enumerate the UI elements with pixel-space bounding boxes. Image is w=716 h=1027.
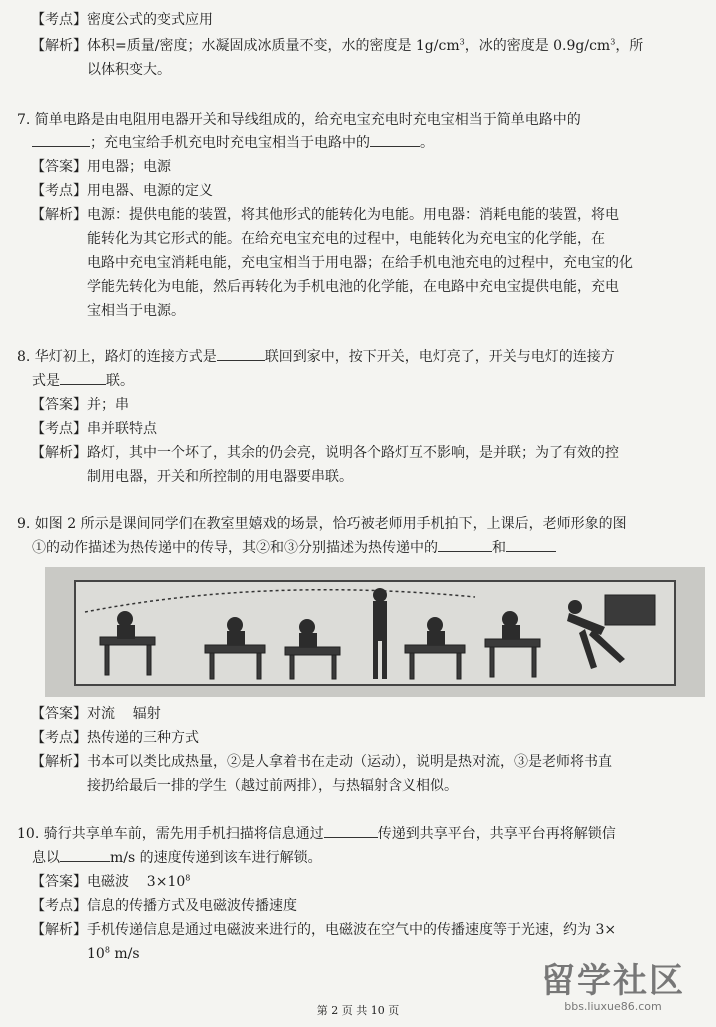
jiexi-text: 书本可以类比成热量，②是人拿着书在走动（运动），说明是热对流，③是老师将书直: [87, 754, 612, 770]
jiexi-text: 制用电器，开关和所控制的用电器要串联。: [87, 469, 353, 485]
jiexi-text: 以体积变大。: [87, 62, 171, 78]
daan-label: 【答案】: [31, 159, 87, 175]
jiexi-text: 手机传递信息是通过电磁波来进行的，电磁波在空气中的传播速度等于光速，约为 3×: [87, 922, 617, 938]
q9-daan: [31, 704, 161, 724]
q9-jiexi: [31, 752, 612, 772]
page-footer: 第 2 页 共 10 页: [316, 1004, 400, 1017]
jiexi-text: 体积=质量/密度；水凝固成冰质量不变，水的密度是 1g/cm: [87, 38, 460, 54]
stem-text: 息以: [32, 850, 60, 866]
q10-jiexi-line: [87, 944, 140, 964]
q8-stem-cont: [32, 371, 134, 391]
kaodian-label: 【考点】: [31, 183, 87, 199]
answer-blank: [217, 347, 265, 361]
q9-jiexi-line: [87, 776, 458, 796]
q7-daan: [31, 157, 171, 177]
superscript: 8: [104, 945, 110, 955]
stem-text: ；充电宝给手机充电时充电宝相当于电路中的: [90, 135, 370, 151]
kaodian-label: 【考点】: [31, 730, 87, 746]
answer-blank: [370, 133, 420, 147]
daan-label: 【答案】: [31, 397, 87, 413]
answer-blank: [324, 824, 378, 838]
classroom-scene-illustration: [45, 567, 705, 697]
q6-jiexi: [31, 36, 643, 56]
daan-label: 【答案】: [31, 706, 87, 722]
superscript: 3: [610, 37, 616, 47]
stem-text: 和: [492, 540, 506, 556]
kaodian-label: 【考点】: [31, 898, 87, 914]
kaodian-text: 信息的传播方式及电磁波传播速度: [87, 898, 297, 914]
q6-kaodian: [31, 10, 213, 30]
q8-jiexi-line: [87, 467, 353, 487]
jiexi-text: m/s: [109, 946, 140, 962]
superscript: 3: [459, 37, 465, 47]
q10-stem: [17, 824, 616, 844]
daan-label: 【答案】: [31, 874, 87, 890]
q6-jiexi-cont: [87, 60, 171, 80]
daan-text: 并；串: [87, 397, 129, 413]
answer-blank: [438, 538, 492, 552]
q10-stem-cont: [32, 848, 322, 868]
stem-text: 10. 骑行共享单车前，需先用手机扫描将信息通过: [17, 826, 324, 842]
q10-daan: [31, 872, 190, 892]
q7-kaodian: [31, 181, 213, 201]
superscript: 8: [185, 873, 191, 883]
q10-jiexi: [31, 920, 616, 940]
q8-daan: [31, 395, 129, 415]
answer-blank: [506, 538, 556, 552]
jiexi-text: 接扔给最后一排的学生（越过前两排），与热辐射含义相似。: [87, 778, 458, 794]
answer-blank: [32, 133, 90, 147]
q9-kaodian: [31, 728, 199, 748]
q7-stem: [17, 110, 581, 130]
stem-text: 传递到共享平台，共享平台再将解锁信: [377, 826, 616, 842]
jiexi-label: 【解析】: [31, 207, 87, 223]
daan-text: 对流 辐射: [87, 706, 161, 722]
q7-jiexi-line: [87, 301, 185, 321]
watermark-url: bbs.liuxue86.com: [564, 1000, 662, 1013]
kaodian-label: 【考点】: [31, 12, 87, 28]
jiexi-text: ，冰的密度是 0.9g/cm: [464, 38, 611, 54]
jiexi-label: 【解析】: [31, 922, 87, 938]
q7-jiexi: [31, 205, 619, 225]
q10-kaodian: [31, 896, 297, 916]
stem-text: 。: [420, 135, 434, 151]
jiexi-text: 学能先转化为电能，然后再转化为手机电池的化学能，在电路中充电宝提供电能，充电: [87, 279, 619, 295]
daan-text: 用电器；电源: [87, 159, 171, 175]
q7-jiexi-line: [87, 277, 619, 297]
kaodian-text: 热传递的三种方式: [87, 730, 199, 746]
stem-text: 8. 华灯初上，路灯的连接方式是: [17, 349, 217, 365]
jiexi-label: 【解析】: [31, 754, 87, 770]
stem-text: 式是: [32, 373, 60, 389]
kaodian-text: 串并联特点: [87, 421, 157, 437]
q7-jiexi-line: [87, 229, 605, 249]
stem-text: 9. 如图 2 所示是课间同学们在教室里嬉戏的场景，恰巧被老师用手机拍下，上课后，老师形象的图: [17, 516, 627, 532]
jiexi-text: 宝相当于电源。: [87, 303, 185, 319]
q7-stem-cont: [32, 133, 434, 153]
q9-stem: [17, 514, 627, 534]
watermark-text: 留学社区: [541, 961, 685, 1001]
answer-blank: [60, 371, 106, 385]
stem-text: m/s 的速度传递到该车进行解锁。: [110, 850, 322, 866]
q8-stem: [17, 347, 615, 367]
q7-jiexi-line: [87, 253, 633, 273]
stem-text: ①的动作描述为热传递中的传导，其②和③分别描述为热传递中的: [32, 540, 438, 556]
jiexi-text: 路灯，其中一个坏了，其余的仍会亮，说明各个路灯互不影响，是并联；为了有效的控: [87, 445, 619, 461]
daan-text: 电磁波 3×10: [87, 874, 186, 890]
stem-text: 7. 简单电路是由电阻用电器开关和导线组成的，给充电宝充电时充电宝相当于简单电路中的: [17, 112, 581, 128]
jiexi-label: 【解析】: [31, 445, 87, 461]
jiexi-text: 电源：提供电能的装置，将其他形式的能转化为电能。用电器：消耗电能的装置，将电: [87, 207, 619, 223]
stem-text: 联。: [106, 373, 134, 389]
answer-blank: [60, 848, 110, 862]
jiexi-text: 电路中充电宝消耗电能，充电宝相当于用电器；在给手机电池充电的过程中，充电宝的化: [87, 255, 633, 271]
kaodian-label: 【考点】: [31, 421, 87, 437]
kaodian-text: 用电器、电源的定义: [87, 183, 213, 199]
jiexi-text: ，所: [615, 38, 644, 54]
stem-text: 联回到家中，按下开关，电灯亮了，开关与电灯的连接方: [264, 349, 615, 365]
kaodian-text: 密度公式的变式应用: [87, 12, 213, 28]
q8-jiexi: [31, 443, 619, 463]
q9-stem-cont: [32, 538, 556, 558]
jiexi-label: 【解析】: [31, 38, 87, 54]
classroom-figure: [45, 567, 705, 697]
q8-kaodian: [31, 419, 157, 439]
jiexi-text: 能转化为其它形式的能。在给充电宝充电的过程中，电能转化为充电宝的化学能，在: [87, 231, 605, 247]
jiexi-text: 10: [87, 946, 105, 962]
